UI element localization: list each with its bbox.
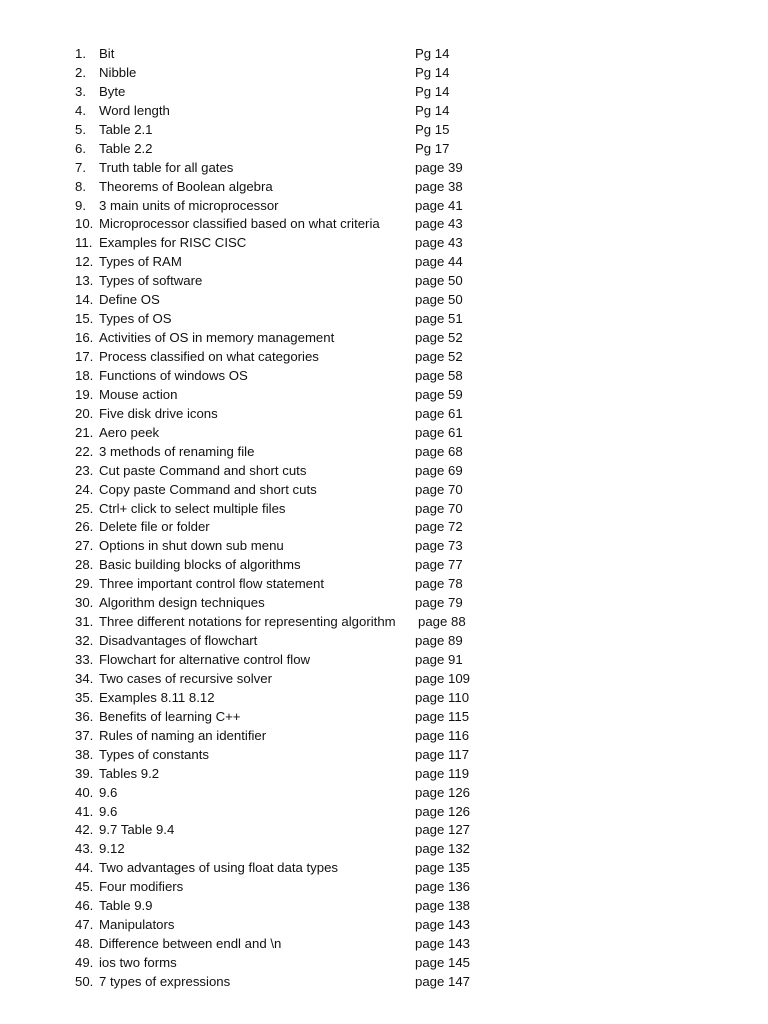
item-page-reference: page 52 [415, 330, 463, 346]
item-number: 29. [75, 576, 94, 592]
item-topic: Types of constants [99, 746, 209, 762]
item-number: 6. [75, 140, 86, 156]
list-item [75, 594, 505, 613]
list-item [75, 83, 505, 102]
item-page-reference: page 91 [415, 652, 463, 667]
item-topic: Table 2.1 [99, 121, 153, 137]
list-item [75, 537, 505, 556]
item-topic: Ctrl+ click to select multiple files [99, 500, 286, 516]
item-page-reference: page 143 [415, 917, 471, 933]
item-page-reference: page 61 [415, 424, 463, 440]
item-number: 39. [75, 765, 94, 781]
list-item [75, 651, 505, 670]
list-item [75, 518, 505, 537]
item-number: 19. [75, 386, 94, 402]
item-page-reference: page 88 [418, 614, 466, 630]
item-number: 2. [75, 64, 86, 80]
item-page-reference: page 143 [415, 936, 471, 952]
list-item [75, 462, 505, 481]
item-topic: 9.6 [99, 803, 118, 819]
item-number: 50. [75, 973, 94, 989]
item-number: 13. [75, 273, 94, 289]
item-topic: Algorithm design techniques [99, 595, 265, 611]
item-number: 21. [75, 424, 94, 440]
item-topic: Functions of windows OS [99, 367, 248, 383]
item-topic: Copy paste Command and short cuts [99, 481, 317, 497]
item-number: 15. [75, 311, 94, 327]
item-page-reference: page 70 [415, 500, 463, 516]
item-number: 20. [75, 405, 94, 421]
item-number: 9. [75, 197, 86, 213]
list-item [75, 405, 505, 424]
item-page-reference: page 127 [415, 822, 471, 838]
item-topic: ios two forms [99, 955, 177, 970]
item-page-reference: page 61 [415, 405, 463, 421]
list-item [75, 178, 505, 197]
item-topic: Two cases of recursive solver [99, 670, 272, 686]
item-topic: Examples 8.11 8.12 [99, 689, 215, 705]
item-page-reference: page 51 [415, 311, 463, 327]
list-item [75, 481, 505, 500]
item-number: 36. [75, 708, 94, 724]
item-number: 28. [75, 557, 94, 573]
list-item [75, 765, 505, 784]
item-number: 45. [75, 879, 94, 895]
item-page-reference: Pg 15 [415, 121, 450, 137]
item-topic: Manipulators [99, 917, 175, 933]
item-number: 48. [75, 936, 94, 952]
item-number: 17. [75, 349, 94, 364]
item-page-reference: page 109 [415, 670, 471, 686]
list-item [75, 348, 505, 367]
item-topic: Mouse action [99, 386, 178, 402]
list-item [75, 215, 505, 234]
list-item [75, 272, 505, 291]
item-page-reference: page 116 [415, 727, 470, 743]
item-page-reference: page 110 [415, 689, 470, 705]
item-topic: 3 main units of microprocessor [99, 197, 279, 213]
item-page-reference: page 52 [415, 349, 463, 364]
item-page-reference: page 44 [415, 254, 463, 270]
list-item [75, 424, 505, 443]
item-number: 35. [75, 689, 94, 705]
item-page-reference: page 70 [415, 481, 463, 497]
item-topic: Options in shut down sub menu [99, 538, 284, 554]
list-item [75, 878, 505, 897]
item-number: 14. [75, 292, 94, 308]
item-topic: 9.7 Table 9.4 [99, 822, 175, 838]
item-number: 46. [75, 898, 94, 914]
item-topic: Types of RAM [99, 254, 182, 270]
list-item [75, 859, 505, 878]
item-number: 33. [75, 652, 94, 667]
item-number: 16. [75, 330, 94, 346]
item-number: 4. [75, 102, 86, 118]
list-item [75, 973, 505, 992]
item-topic: Flowchart for alternative control flow [99, 652, 311, 667]
item-number: 8. [75, 178, 86, 194]
list-item [75, 840, 505, 859]
list-item [75, 291, 505, 310]
item-topic: Define OS [99, 292, 160, 308]
item-page-reference: Pg 17 [415, 140, 450, 156]
item-page-reference: page 39 [415, 159, 463, 175]
item-page-reference: Pg 14 [415, 64, 450, 80]
item-topic: Nibble [99, 64, 137, 80]
item-topic: Tables 9.2 [99, 765, 160, 781]
item-number: 47. [75, 917, 94, 933]
list-item [75, 102, 505, 121]
item-topic: Word length [99, 102, 170, 118]
item-page-reference: page 58 [415, 367, 463, 383]
item-topic: Five disk drive icons [99, 405, 218, 421]
item-number: 32. [75, 633, 94, 649]
item-topic: Examples for RISC CISC [99, 235, 247, 251]
item-number: 25. [75, 500, 94, 516]
item-page-reference: page 119 [415, 765, 470, 781]
item-topic: Basic building blocks of algorithms [99, 557, 301, 573]
item-number: 37. [75, 727, 94, 743]
item-number: 11. [75, 235, 93, 251]
item-number: 43. [75, 841, 94, 857]
item-page-reference: Pg 14 [415, 83, 450, 99]
item-topic: Table 9.9 [99, 898, 153, 914]
item-page-reference: page 78 [415, 576, 463, 592]
list-item [75, 234, 505, 253]
item-number: 7. [75, 159, 86, 175]
item-number: 26. [75, 519, 94, 535]
item-page-reference: page 135 [415, 860, 471, 876]
list-item [75, 310, 505, 329]
item-page-reference: page 77 [415, 557, 463, 573]
list-item [75, 935, 505, 954]
item-page-reference: page 38 [415, 178, 463, 194]
item-topic: Difference between endl and \n [99, 936, 282, 952]
item-topic: Process classified on what categories [99, 349, 319, 364]
item-topic: Types of software [99, 273, 203, 289]
item-number: 41. [75, 803, 94, 819]
item-page-reference: page 43 [415, 216, 463, 232]
list-item [75, 500, 505, 519]
item-number: 12. [75, 254, 94, 270]
topic-list [75, 45, 505, 992]
list-item [75, 897, 505, 916]
list-item [75, 613, 505, 632]
list-item [75, 727, 505, 746]
item-topic: Byte [99, 83, 126, 99]
item-page-reference: page 69 [415, 462, 463, 478]
list-item [75, 746, 505, 765]
item-number: 42. [75, 822, 94, 838]
item-number: 23. [75, 462, 94, 478]
item-page-reference: page 41 [415, 197, 463, 213]
item-number: 24. [75, 481, 94, 497]
item-topic: Aero peek [99, 424, 160, 440]
item-number: 10. [75, 216, 94, 232]
list-item [75, 140, 505, 159]
list-item [75, 367, 505, 386]
list-item [75, 159, 505, 178]
list-item [75, 708, 505, 727]
item-topic: Disadvantages of flowchart [99, 633, 258, 649]
item-topic: Rules of naming an identifier [99, 727, 267, 743]
item-page-reference: page 43 [415, 235, 463, 251]
item-page-reference: page 126 [415, 803, 471, 819]
list-item [75, 803, 505, 822]
item-page-reference: page 89 [415, 633, 463, 649]
item-topic: Three different notations for representing algorithm [99, 614, 396, 630]
item-page-reference: page 138 [415, 898, 471, 914]
list-item [75, 45, 505, 64]
item-number: 30. [75, 595, 94, 611]
list-item [75, 329, 505, 348]
list-item [75, 443, 505, 462]
item-topic: 3 methods of renaming file [99, 443, 255, 459]
item-page-reference: page 126 [415, 784, 471, 800]
item-number: 38. [75, 746, 94, 762]
item-number: 31. [75, 614, 94, 630]
item-topic: Four modifiers [99, 879, 184, 895]
list-item [75, 916, 505, 935]
item-topic: Table 2.2 [99, 140, 153, 156]
item-page-reference: Pg 14 [415, 102, 450, 118]
item-page-reference: page 79 [415, 595, 463, 611]
item-number: 34. [75, 670, 94, 686]
item-page-reference: page 68 [415, 443, 463, 459]
item-page-reference: page 73 [415, 538, 463, 554]
item-topic: Types of OS [99, 311, 172, 327]
item-page-reference: page 136 [415, 879, 471, 895]
item-number: 5. [75, 121, 86, 137]
item-topic: Bit [99, 46, 115, 61]
item-topic: 7 types of expressions [99, 973, 231, 989]
list-item [75, 386, 505, 405]
item-topic: Benefits of learning C++ [99, 708, 241, 724]
list-item [75, 784, 505, 803]
list-item [75, 632, 505, 651]
item-page-reference: page 59 [415, 386, 463, 402]
list-item [75, 689, 505, 708]
item-page-reference: page 72 [415, 519, 463, 535]
item-page-reference: page 50 [415, 292, 463, 308]
list-item [75, 197, 505, 216]
item-topic: Truth table for all gates [99, 159, 234, 175]
item-number: 27. [75, 538, 94, 554]
item-number: 18. [75, 367, 94, 383]
item-page-reference: Pg 14 [415, 46, 450, 61]
item-page-reference: page 147 [415, 973, 471, 989]
list-item [75, 556, 505, 575]
item-page-reference: page 132 [415, 841, 471, 857]
item-topic: 9.12 [99, 841, 125, 857]
list-item [75, 575, 505, 594]
list-item [75, 121, 505, 140]
list-item [75, 954, 505, 973]
item-topic: Theorems of Boolean algebra [99, 178, 273, 194]
list-item [75, 670, 505, 689]
item-topic: Three important control flow statement [99, 576, 325, 592]
list-item [75, 253, 505, 272]
item-number: 1. [75, 46, 86, 61]
item-number: 22. [75, 443, 94, 459]
item-number: 49. [75, 955, 94, 970]
item-topic: Two advantages of using float data types [99, 860, 338, 876]
item-topic: Activities of OS in memory management [99, 330, 335, 346]
list-item [75, 64, 505, 83]
item-topic: Microprocessor classified based on what criteria [99, 216, 380, 232]
item-number: 3. [75, 83, 86, 99]
item-page-reference: page 50 [415, 273, 463, 289]
item-topic: Cut paste Command and short cuts [99, 462, 307, 478]
item-number: 40. [75, 784, 94, 800]
list-item [75, 821, 505, 840]
item-topic: 9.6 [99, 784, 118, 800]
item-page-reference: page 115 [415, 708, 470, 724]
item-number: 44. [75, 860, 94, 876]
item-topic: Delete file or folder [99, 519, 210, 535]
item-page-reference: page 145 [415, 955, 471, 970]
item-page-reference: page 117 [415, 746, 470, 762]
